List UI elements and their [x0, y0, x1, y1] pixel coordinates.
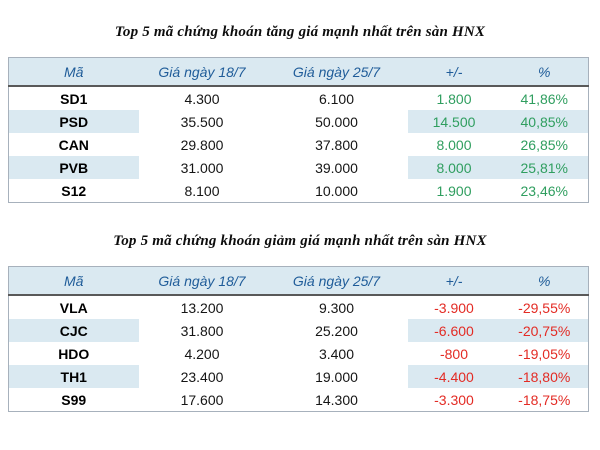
- column-header-price-18-7: Giá ngày 18/7: [139, 267, 266, 296]
- stock-code-cell: PVB: [9, 156, 139, 179]
- percent-cell: -18,75%: [518, 391, 571, 408]
- losers-table-title: Top 5 mã chứng khoán giảm giá mạnh nhất trên sàn HNX: [113, 233, 487, 249]
- table-row: [9, 110, 589, 133]
- percent-cell: -18,80%: [501, 365, 589, 388]
- header-row: [9, 58, 589, 87]
- price-old-cell: 4.300: [184, 90, 220, 107]
- gainers-table-header: [9, 58, 589, 87]
- percent-cell: -29,55%: [518, 299, 571, 316]
- stock-code-cell: S99: [61, 391, 87, 408]
- stock-code-cell: SD1: [60, 90, 88, 107]
- percent-cell: 26,85%: [520, 136, 568, 153]
- price-new-cell: 39.000: [315, 159, 358, 176]
- price-new-cell: 9.300: [318, 299, 355, 316]
- stock-code-cell: S12: [61, 182, 87, 199]
- price-new-cell: 10.000: [315, 182, 358, 199]
- gainers-table: [8, 57, 589, 203]
- percent-cell: 25,81%: [501, 156, 589, 179]
- table-row: [9, 365, 589, 388]
- table-row: [9, 133, 589, 156]
- stock-code-cell: TH1: [9, 365, 139, 388]
- stock-code-cell: VLA: [59, 299, 88, 316]
- price-new-cell: 50.000: [315, 113, 358, 130]
- table-row: [9, 319, 589, 342]
- price-new-cell: 6.100: [318, 90, 355, 107]
- header-row: [9, 267, 589, 296]
- stock-code-cell: CAN: [58, 136, 89, 153]
- table-row: [9, 86, 589, 110]
- table-row: [9, 156, 589, 179]
- column-header-price-25-7: Giá ngày 25/7: [266, 267, 408, 296]
- table-row: [9, 295, 589, 319]
- percent-cell: 40,85%: [501, 110, 589, 133]
- change-cell: -800: [439, 345, 469, 362]
- losers-table: [8, 266, 589, 412]
- change-cell: -6.600: [408, 319, 501, 342]
- change-cell: -4.400: [408, 365, 501, 388]
- price-old-cell: 4.200: [184, 345, 220, 362]
- change-cell: -3.900: [434, 299, 474, 316]
- table-row: [9, 342, 589, 365]
- price-old-cell: 13.200: [180, 299, 224, 316]
- column-header-price-25-7: Giá ngày 25/7: [266, 58, 408, 87]
- percent-cell: -19,05%: [518, 345, 571, 362]
- column-header-change: +/-: [408, 58, 501, 87]
- table-row: [9, 388, 589, 412]
- column-header-code: Mã: [9, 58, 139, 87]
- price-old-cell: 35.500: [180, 113, 224, 130]
- change-cell: 8.000: [408, 156, 501, 179]
- price-new-cell: 19.000: [315, 368, 358, 385]
- price-old-cell: 23.400: [180, 368, 224, 385]
- column-header-code: Mã: [9, 267, 139, 296]
- stock-code-cell: HDO: [58, 345, 90, 362]
- price-new-cell: 25.200: [315, 322, 358, 339]
- percent-cell: 41,86%: [520, 90, 568, 107]
- gainers-table-title: Top 5 mã chứng khoán tăng giá mạnh nhất trên sàn HNX: [114, 24, 486, 40]
- column-header-price-18-7: Giá ngày 18/7: [139, 58, 266, 87]
- column-header-percent: %: [501, 267, 589, 296]
- change-cell: 8.000: [436, 136, 472, 153]
- stock-code-cell: CJC: [9, 319, 139, 342]
- price-old-cell: 29.800: [180, 136, 224, 153]
- change-cell: 14.500: [408, 110, 501, 133]
- price-new-cell: 3.400: [318, 345, 355, 362]
- column-header-percent: %: [501, 58, 589, 87]
- losers-table-header: [9, 267, 589, 296]
- column-header-change: +/-: [408, 267, 501, 296]
- price-old-cell: 8.100: [184, 182, 220, 199]
- change-cell: 1.800: [436, 90, 472, 107]
- change-cell: -3.300: [434, 391, 474, 408]
- percent-cell: 23,46%: [520, 182, 568, 199]
- price-new-cell: 14.300: [315, 391, 358, 408]
- price-old-cell: 31.800: [180, 322, 224, 339]
- price-new-cell: 37.800: [315, 136, 358, 153]
- percent-cell: -20,75%: [501, 319, 589, 342]
- change-cell: 1.900: [436, 182, 472, 199]
- table-row: [9, 179, 589, 203]
- price-old-cell: 17.600: [180, 391, 224, 408]
- price-old-cell: 31.000: [180, 159, 224, 176]
- stock-code-cell: PSD: [9, 110, 139, 133]
